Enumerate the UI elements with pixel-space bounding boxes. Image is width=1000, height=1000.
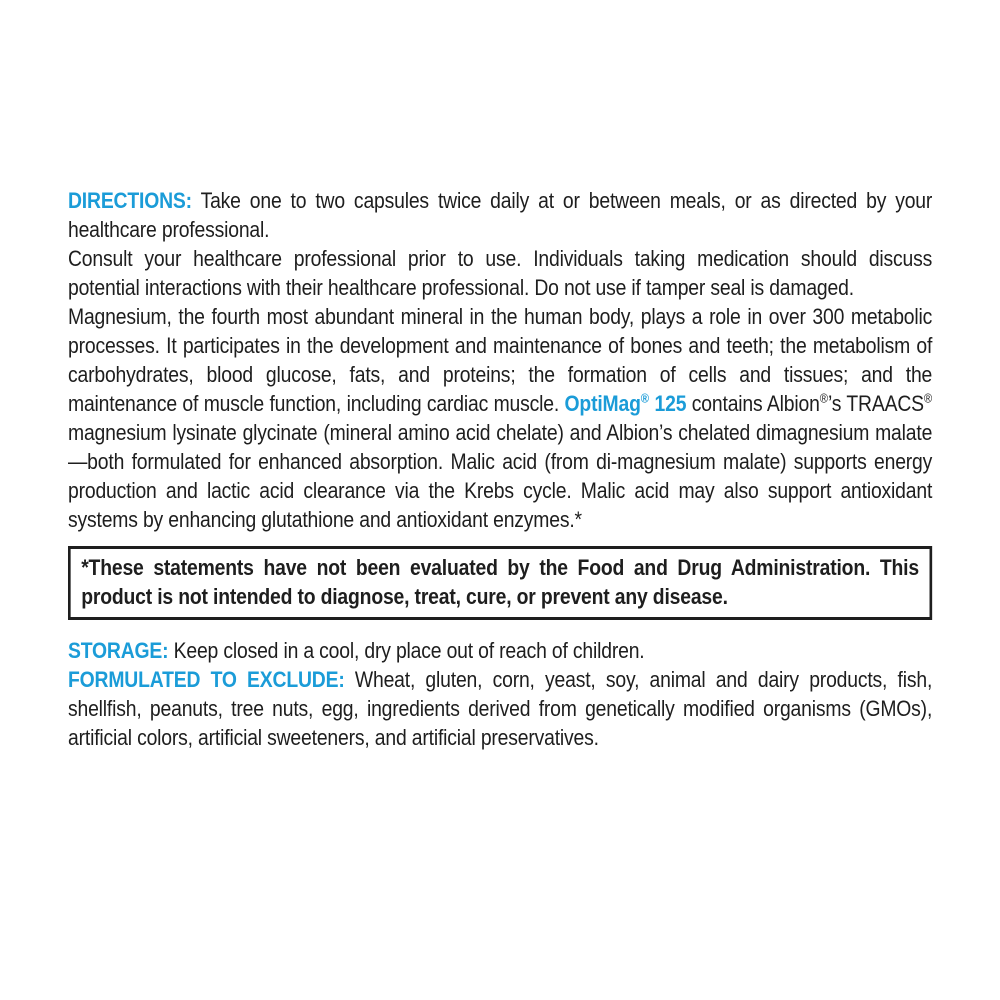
formulated-to-exclude-paragraph bbox=[68, 665, 932, 752]
fda-disclaimer-box bbox=[68, 546, 932, 620]
formulated-to-exclude-text: Wheat, gluten, corn, yeast, soy, animal and dairy products, fish, shellfish, peanuts, tree nuts, egg, ingredients derived from genetically modified organisms (GMOs), artificial colors, artificial sweeteners, and artificial preservatives. bbox=[68, 667, 933, 750]
directions-text: Take one to two capsules twice daily at or between meals, or as directed by your healthcare professional. bbox=[68, 188, 933, 242]
consult-paragraph: Consult your healthcare professional prior to use. Individuals taking medication should discuss potential interactions with their healthcare professional. Do not use if tamper seal is damaged. bbox=[68, 246, 933, 300]
formulated-to-exclude-heading: FORMULATED TO EXCLUDE: bbox=[68, 667, 345, 692]
directions-heading: DIRECTIONS: bbox=[68, 188, 192, 213]
text-segment-plain: Magnesium, the fourth most abundant mineral in the human body, plays a role in over 300 metabolic processes. It participates in the development and maintenance of bones and teeth; the metabolism of carbohydrates, blood glucose, fats, and proteins; the formation of cells and tissues; and the maintenance of muscle function, including cardiac muscle. bbox=[68, 304, 933, 416]
directions-paragraph bbox=[68, 186, 932, 244]
text-segment-plain: ’s TRAACS bbox=[827, 391, 924, 416]
label-text-content bbox=[68, 186, 932, 752]
text-segment-plain: contains Albion bbox=[686, 391, 820, 416]
text-segment-brand: 125 bbox=[649, 391, 687, 416]
storage-heading: STORAGE: bbox=[68, 638, 169, 663]
text-segment-brand: OptiMag bbox=[564, 391, 641, 416]
fda-disclaimer-text: *These statements have not been evaluated by the Food and Drug Administration. This product is not intended to diagnose, treat, cure, or prevent any disease. bbox=[81, 555, 919, 609]
text-segment-sup: ® bbox=[819, 390, 828, 406]
storage-paragraph bbox=[68, 636, 932, 665]
text-segment-brand-sup: ® bbox=[640, 390, 650, 406]
text-segment-sup: ® bbox=[923, 390, 933, 406]
text-segment-plain: magnesium lysinate glycinate (mineral amino acid chelate) and Albion’s chelated dimagnesium malate—both formulated for enhanced absorption. Malic acid (from di-magnesium malate) supports energy production and lactic acid clearance via the Krebs cycle. Malic acid may also support antioxidant systems by enhancing glutathione and antioxidant enzymes.* bbox=[68, 420, 933, 532]
description-paragraph bbox=[68, 302, 932, 534]
storage-text: Keep closed in a cool, dry place out of reach of children. bbox=[173, 638, 645, 663]
